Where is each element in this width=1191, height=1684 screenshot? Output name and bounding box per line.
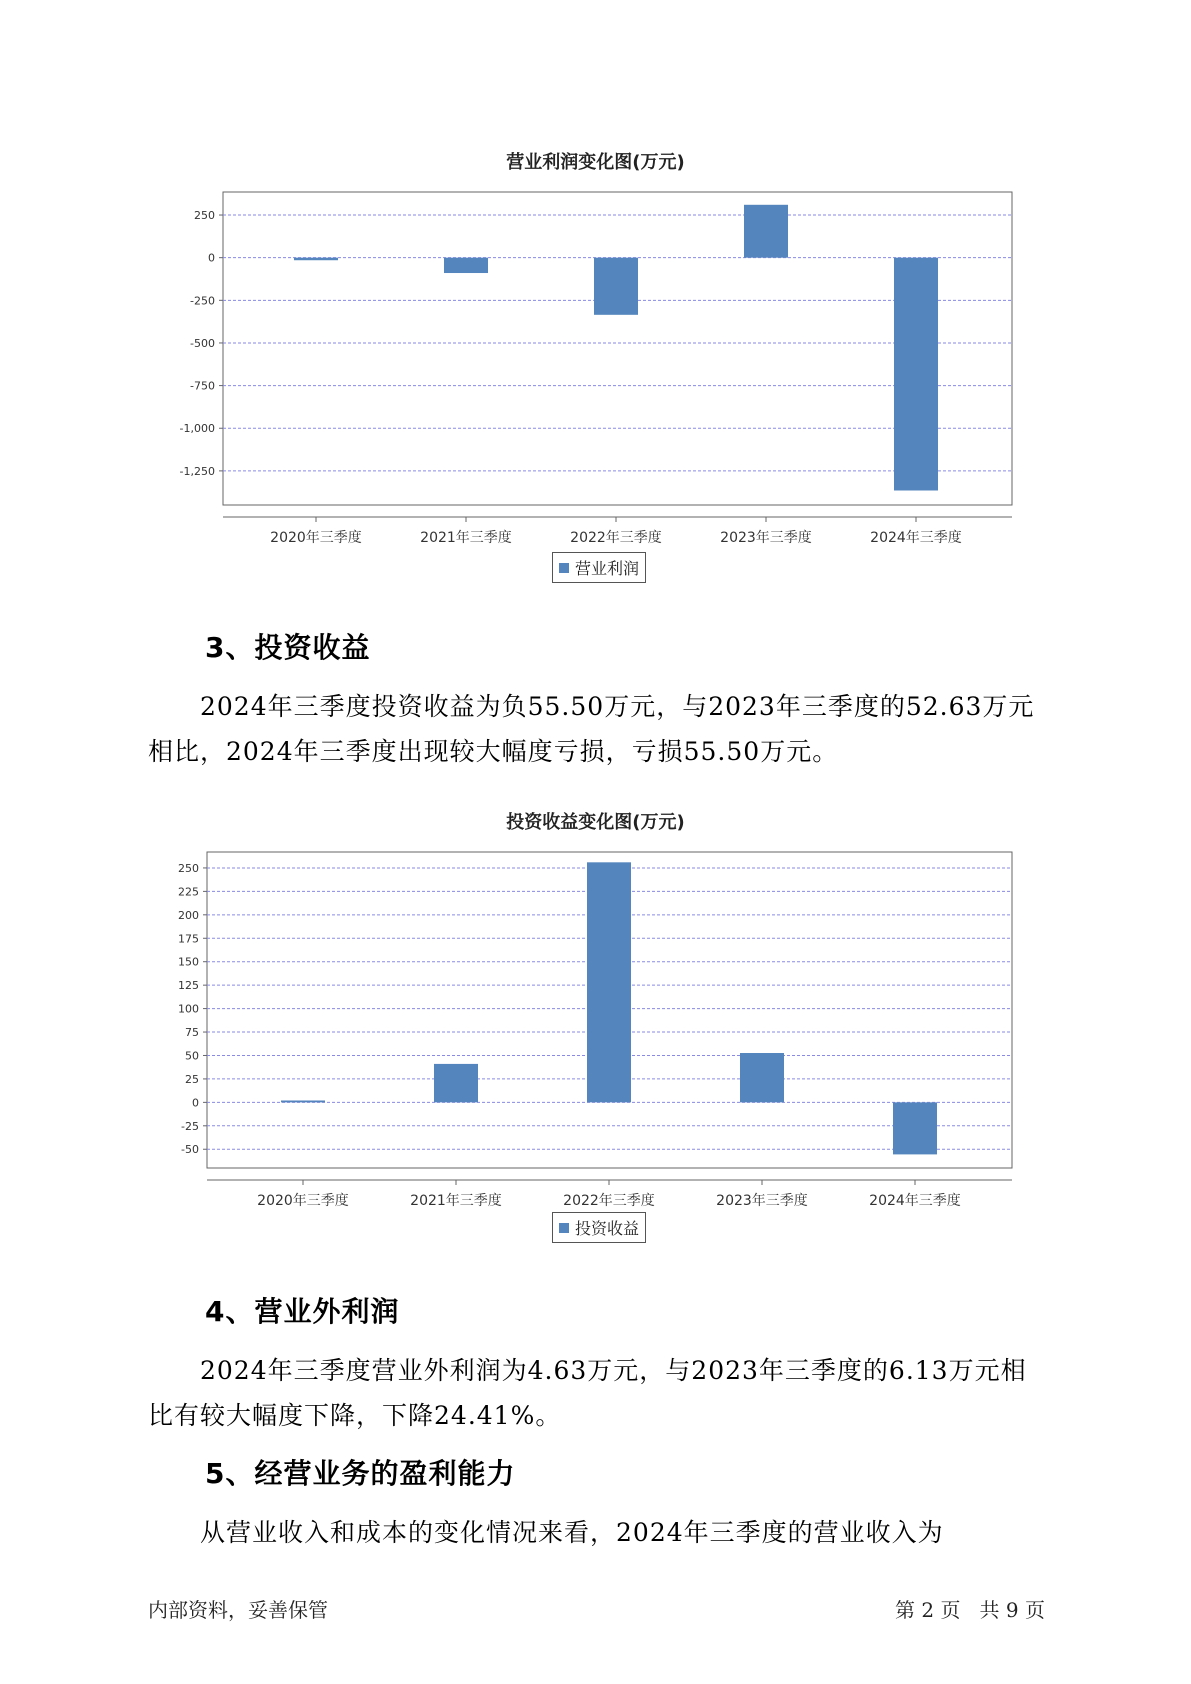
- bar: [281, 1100, 325, 1102]
- bar: [594, 258, 638, 315]
- legend-swatch: [559, 563, 569, 573]
- y-tick-label: -250: [190, 294, 215, 308]
- x-tick-label: 2020年三季度: [270, 530, 362, 546]
- x-tick-label: 2024年三季度: [870, 530, 962, 546]
- x-tick-label: 2023年三季度: [720, 530, 812, 546]
- y-tick-label: 0: [208, 251, 215, 265]
- y-tick-label: 25: [185, 1072, 199, 1086]
- y-tick-label: 225: [178, 885, 199, 899]
- bar: [744, 205, 788, 258]
- section3-paragraph: [148, 684, 1068, 774]
- section3-line1: 2024年三季度投资收益为负55.50万元，与2023年三季度的52.63万元: [200, 692, 1035, 721]
- section4-paragraph: [148, 1348, 1068, 1438]
- chart2-legend: [552, 1212, 646, 1243]
- y-tick-label: 75: [185, 1026, 199, 1040]
- x-tick-label: 2020年三季度: [257, 1193, 349, 1209]
- section4-line1: 2024年三季度营业外利润为4.63万元，与2023年三季度的6.13万元相: [200, 1356, 1027, 1385]
- section3-line2: 相比，2024年三季度出现较大幅度亏损，亏损55.50万元。: [148, 737, 839, 766]
- y-tick-label: 175: [178, 932, 199, 946]
- y-tick-label: 0: [192, 1096, 199, 1110]
- y-tick-label: -25: [181, 1119, 199, 1133]
- footer-confidential: 内部资料，妥善保管: [148, 1598, 328, 1622]
- y-tick-label: 150: [178, 955, 199, 969]
- bar: [294, 258, 338, 261]
- y-tick-label: 125: [178, 979, 199, 993]
- bar: [894, 258, 938, 491]
- footer-page-number: 第 2 页 共 9 页: [895, 1598, 1045, 1622]
- operating-profit-chart: [0, 170, 1191, 590]
- plot-frame: [223, 192, 1012, 505]
- chart1-legend-label: 营业利润: [575, 559, 640, 578]
- chart2-title: 投资收益变化图(万元): [506, 812, 685, 833]
- x-tick-label: 2021年三季度: [410, 1193, 502, 1209]
- y-tick-label: 250: [178, 861, 199, 875]
- x-tick-label: 2024年三季度: [869, 1193, 961, 1209]
- y-tick-label: 50: [185, 1049, 199, 1063]
- legend-swatch: [559, 1223, 569, 1233]
- y-tick-label: -750: [190, 379, 215, 393]
- bar: [444, 258, 488, 273]
- bar: [740, 1053, 784, 1102]
- chart1-legend: [552, 552, 646, 583]
- y-tick-label: -1,000: [179, 422, 215, 436]
- x-tick-label: 2022年三季度: [570, 530, 662, 546]
- y-tick-label: -50: [181, 1143, 199, 1157]
- section4-heading: 4、营业外利润: [205, 1295, 400, 1328]
- section4-line2: 比有较大幅度下降，下降24.41%。: [148, 1401, 562, 1430]
- section5-line1: 从营业收入和成本的变化情况来看，2024年三季度的营业收入为: [200, 1518, 944, 1547]
- bar: [587, 862, 631, 1102]
- bar: [434, 1064, 478, 1102]
- y-tick-label: -500: [190, 336, 215, 350]
- x-tick-label: 2022年三季度: [563, 1193, 655, 1209]
- section5-paragraph: [148, 1510, 1068, 1555]
- bar: [893, 1102, 937, 1154]
- investment-income-chart: [0, 830, 1191, 1250]
- chart1-title: 营业利润变化图(万元): [506, 152, 685, 173]
- section5-heading: 5、经营业务的盈利能力: [205, 1457, 516, 1490]
- x-tick-label: 2021年三季度: [420, 530, 512, 546]
- y-tick-label: -1,250: [179, 464, 215, 478]
- y-tick-label: 200: [178, 908, 199, 922]
- y-tick-label: 250: [194, 209, 215, 223]
- x-tick-label: 2023年三季度: [716, 1193, 808, 1209]
- section3-heading: 3、投资收益: [205, 631, 371, 664]
- chart2-legend-label: 投资收益: [575, 1219, 640, 1238]
- y-tick-label: 100: [178, 1002, 199, 1016]
